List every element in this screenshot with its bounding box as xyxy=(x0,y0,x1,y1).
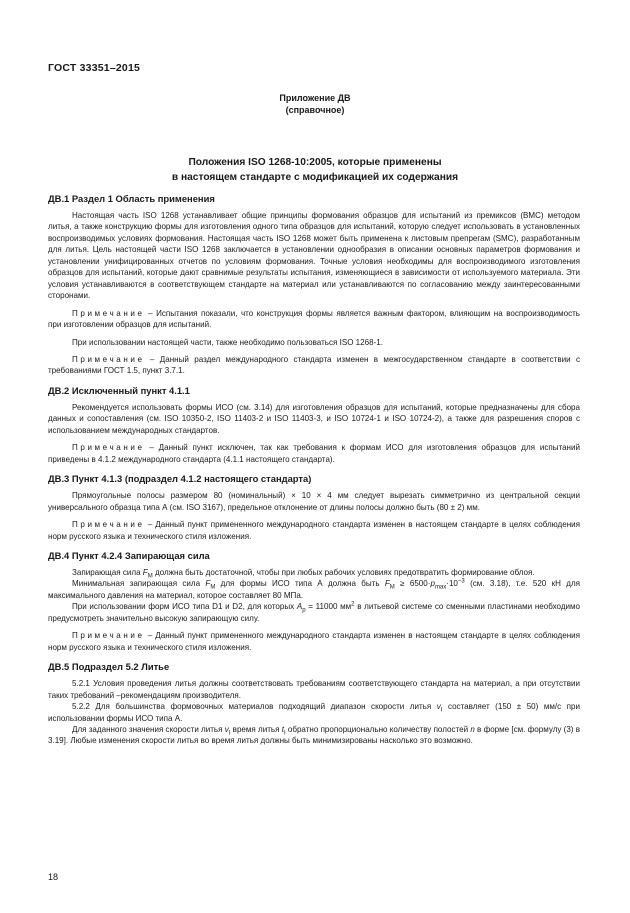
section-dv1 xyxy=(48,193,580,377)
text-run: в форме [см. формулу (3) в 3.19]. Любые изменения скорости литья во время литья должны быть минимизированы насколько это возможно. xyxy=(48,724,581,746)
symbol: v xyxy=(224,724,229,734)
note-label: Примечание xyxy=(72,308,145,318)
section-dv1-note-1 xyxy=(48,308,580,331)
text-run: ·10 xyxy=(446,579,458,589)
section-dv3 xyxy=(48,473,580,542)
section-dv4 xyxy=(48,550,580,653)
section-dv5-paragraph-2 xyxy=(48,701,580,724)
superscript: −3 xyxy=(457,578,465,585)
section-dv4-paragraph-3 xyxy=(48,601,580,624)
section-dv1-heading: ДВ.1 Раздел 1 Область применения xyxy=(48,193,215,204)
text-run: Для заданного значения скорости литья xyxy=(72,724,225,734)
subscript: M xyxy=(147,573,153,580)
symbol: F xyxy=(205,579,211,589)
text-run: При использовании форм ИСО типа D1 и D2, для которых xyxy=(72,602,297,612)
symbol: n xyxy=(470,724,475,734)
section-dv5-heading: ДВ.5 Подраздел 5.2 Литье xyxy=(48,661,170,673)
section-dv3-heading: ДВ.3 Пункт 4.1.3 (подраздел 4.1.2 настоящего стандарта) xyxy=(48,473,312,485)
subscript: M xyxy=(210,585,216,592)
text-run: должна быть достаточной, чтобы при любых рабочих условиях предотвратить формирование облоя. xyxy=(152,567,535,577)
note-text: – Данный пункт примененного международного стандарта изменен в настоящем стандарте в целях соблюдения норм русского языка и технического стиля изложения. xyxy=(48,631,580,652)
section-dv3-note xyxy=(48,519,580,542)
symbol: v xyxy=(436,702,441,712)
section-dv2-note xyxy=(48,442,580,465)
symbol: t xyxy=(281,724,284,734)
document-title-line-2: в настоящем стандарте с модификацией их содержания xyxy=(171,172,459,183)
text-run: время литья xyxy=(230,724,282,734)
section-dv5 xyxy=(48,661,580,747)
section-dv4-note xyxy=(48,630,580,653)
section-dv1-note-2 xyxy=(48,354,580,377)
section-dv1-paragraph-1: Настоящая часть ISO 1268 устанавливает общие принципы формования образцов для испытаний из премиксов (BMC) методом литья, а также конструкцию формы для изготовления одного типа образцов для испытаний, которую следует использовать в установленных воспроизводимых условиях формования. Настоящая часть ISO 1268 может быть применена к листовым препрегам (SMC), разработанным для литья. Цель настоящей части ISO 1268 заключается в установлении однообразия в описании основных параметров формования и установлении унифицированных отчетов по условиям формования. Точные условия необходимы для воспроизводимого изготовления образцов для испытаний, которые дают сравнимые результаты испытания, изменяющиеся в зависимости от используемого материала. Эти условия устанавливаются в соответствующем стандарте на материал или устанавливаются по согласованию между заинтересованными сторонами. xyxy=(48,211,580,301)
subscript: p xyxy=(302,607,306,614)
note-text: – Данный пункт примененного международного стандарта изменен в настоящем стандарте в целях соблюдения норм русского языка и технического стиля изложения. xyxy=(48,520,580,541)
text-run: 5.2.2 Для большинства формовочных материалов подходящий диапазон скорости литья xyxy=(72,702,437,712)
text-run: Минимальная запирающая сила xyxy=(72,579,206,589)
symbol: F xyxy=(384,579,390,589)
note-label: Примечание xyxy=(72,443,145,453)
subscript: I xyxy=(283,730,286,737)
text-run: в литьевой системе со сменными пластинами необходимо предусмотреть значительно высокую запирающую силу. xyxy=(48,602,581,623)
text-run: обратно пропорционально количеству полостей xyxy=(285,724,471,734)
text-run: = 11000 мм xyxy=(305,602,352,612)
note-label: Примечание xyxy=(72,520,145,530)
note-label: Примечание xyxy=(72,354,145,364)
subscript: M xyxy=(389,585,395,592)
text-run: (см. 3.18), т.е. 520 кН для максимального давления на материал, которое составляет 80 МПа. xyxy=(48,579,580,600)
document-title-line-1: Положения ISO 1268-10:2005, которые применены xyxy=(188,157,442,168)
superscript: 2 xyxy=(351,601,355,608)
subscript: max xyxy=(434,585,447,592)
text-run: Запирающая сила xyxy=(72,567,143,577)
annex-subtitle: (справочное) xyxy=(285,104,345,115)
annex-title: Приложение ДВ xyxy=(279,93,351,103)
symbol: F xyxy=(142,567,148,577)
section-dv4-heading: ДВ.4 Пункт 4.2.4 Запирающая сила xyxy=(48,549,210,561)
text-run: для формы ИСО типа А должна быть xyxy=(215,579,385,589)
section-dv4-paragraph-1 xyxy=(48,567,580,578)
section-dv1-paragraph-2: При использовании настоящей части, также необходимо пользоваться ISO 1268-1. xyxy=(72,337,383,347)
note-text: – Данный раздел международного стандарта изменен в межгосударственном стандарте в соответствии с требованиями ГОСТ 1.5, пункт 3.7.1. xyxy=(48,354,580,376)
section-dv3-paragraph-1: Прямоугольные полосы размером 80 (номинальный) × 10 × 4 мм следует вырезать симметрично из центральной секции универсального образца типа А (см. ISO 3167), предельное отклонение от длины полосы должно быть (80 ± 2) мм. xyxy=(48,491,580,512)
section-dv2-heading: ДВ.2 Исключенный пункт 4.1.1 xyxy=(48,384,190,396)
section-dv2-paragraph-1: Рекомендуется использовать формы ИСО (см. 3.14) для изготовления образцов для испытаний, которые предназначены для сбора данных и сопоставления (см. ISO 10350-2, ISO 11403-2 и ISO 11403-3, и ISO 10724-1 и ISO 10724-2), а также для разрешения споров с использованием международных стандартов. xyxy=(48,402,580,435)
document-body xyxy=(48,193,580,747)
note-label: Примечание xyxy=(72,631,145,641)
note-text: – Данный пункт исключен, так как требования к формам ИСО для изготовления образцов для испытаний приведены в 4.1.2 международного стандарта (4.1.1 настоящего стандарта). xyxy=(48,443,580,464)
document-title xyxy=(0,155,630,185)
note-text: – Испытания показали, что конструкция формы является важным фактором, влияющим на воспроизводимость при изготовлении образцов для испытаний. xyxy=(48,308,580,330)
section-dv5-paragraph-1: 5.2.1 Условия проведения литья должны соответствовать требованиям соответствующего стандарта на материал, а при отсутствии таких требований –рекомендациям производителя. xyxy=(48,679,580,700)
section-dv2 xyxy=(48,385,580,465)
section-dv4-paragraph-2 xyxy=(48,578,580,601)
annex-heading xyxy=(0,93,630,116)
text-run: составляет (150 ± 50) мм/с при использовании формы ИСО типа А. xyxy=(48,702,580,723)
page-number: 18 xyxy=(48,872,59,882)
symbol: p xyxy=(430,579,435,589)
text-run: ≥ 6500· xyxy=(394,579,431,589)
subscript: I xyxy=(440,707,443,714)
symbol: A xyxy=(296,602,303,612)
standard-designation: ГОСТ 33351–2015 xyxy=(48,62,141,74)
section-dv5-paragraph-3 xyxy=(48,724,580,747)
subscript: I xyxy=(228,730,231,737)
